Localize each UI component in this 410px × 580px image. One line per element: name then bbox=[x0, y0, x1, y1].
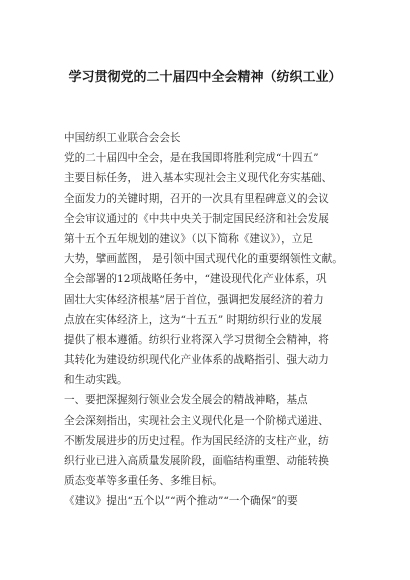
body-line: 不断发展进步的历史过程。作为国民经济的支柱产业，纺 bbox=[64, 434, 329, 447]
body-line: 和生动实践。 bbox=[64, 374, 128, 387]
body-line: 其转化为建设纺织现代化产业体系的战略指引、强大动力 bbox=[64, 354, 329, 367]
body-line: 党的二十届四中全会，是在我国即将胜利完成“十四五” bbox=[64, 152, 319, 165]
body-line: 全会审议通过的《中共中央关于制定国民经济和社会发展 bbox=[64, 212, 329, 225]
body-line: 点放在实体经济上，这为“十五五” 时期纺织行业的发展 bbox=[64, 313, 322, 326]
body-line: 质态变革等多重任务、多维目标。 bbox=[64, 475, 223, 488]
document-title: 学习贯彻党的二十届四中全会精神（纺织工业） bbox=[68, 70, 342, 85]
body-line: 《建议》提出“五个以”“两个推动”“一个确保”的要 bbox=[64, 495, 298, 508]
body-line: 大势，擘画蓝图， 是引领中国式现代化的重要纲领性文献。 bbox=[64, 253, 343, 266]
document-body bbox=[64, 128, 364, 512]
body-line: 提供了根本遵循。纺织行业将深入学习贯彻全会精神，将 bbox=[64, 333, 329, 346]
body-line: 全面发力的关键时期，召开的一次具有里程碑意义的会议 bbox=[64, 192, 329, 205]
body-line: 全会部署的12项战略任务中，“建设现代化产业体系，巩 bbox=[64, 273, 327, 286]
body-line: 第十五个五年规划的建议》（以下简称《建议》），立足 bbox=[64, 232, 313, 245]
body-line: 固壮大实体经济根基”居于首位，强调把发展经济的着力 bbox=[64, 293, 324, 306]
body-line: 主要目标任务， 进入基本实现社会主义现代化夯实基础、 bbox=[64, 172, 333, 185]
body-line: 全会深刻指出，实现社会主义现代化是一个阶梯式递进、 bbox=[64, 414, 329, 427]
body-line: 织行业已进入高质量发展阶段，面临结构重塑、动能转换 bbox=[64, 455, 329, 467]
author-line: 中国纺织工业联合会会长 bbox=[64, 132, 181, 144]
section-heading: 一、要把深握刻行领业会发全展会的精战神略，基点 bbox=[64, 394, 308, 407]
